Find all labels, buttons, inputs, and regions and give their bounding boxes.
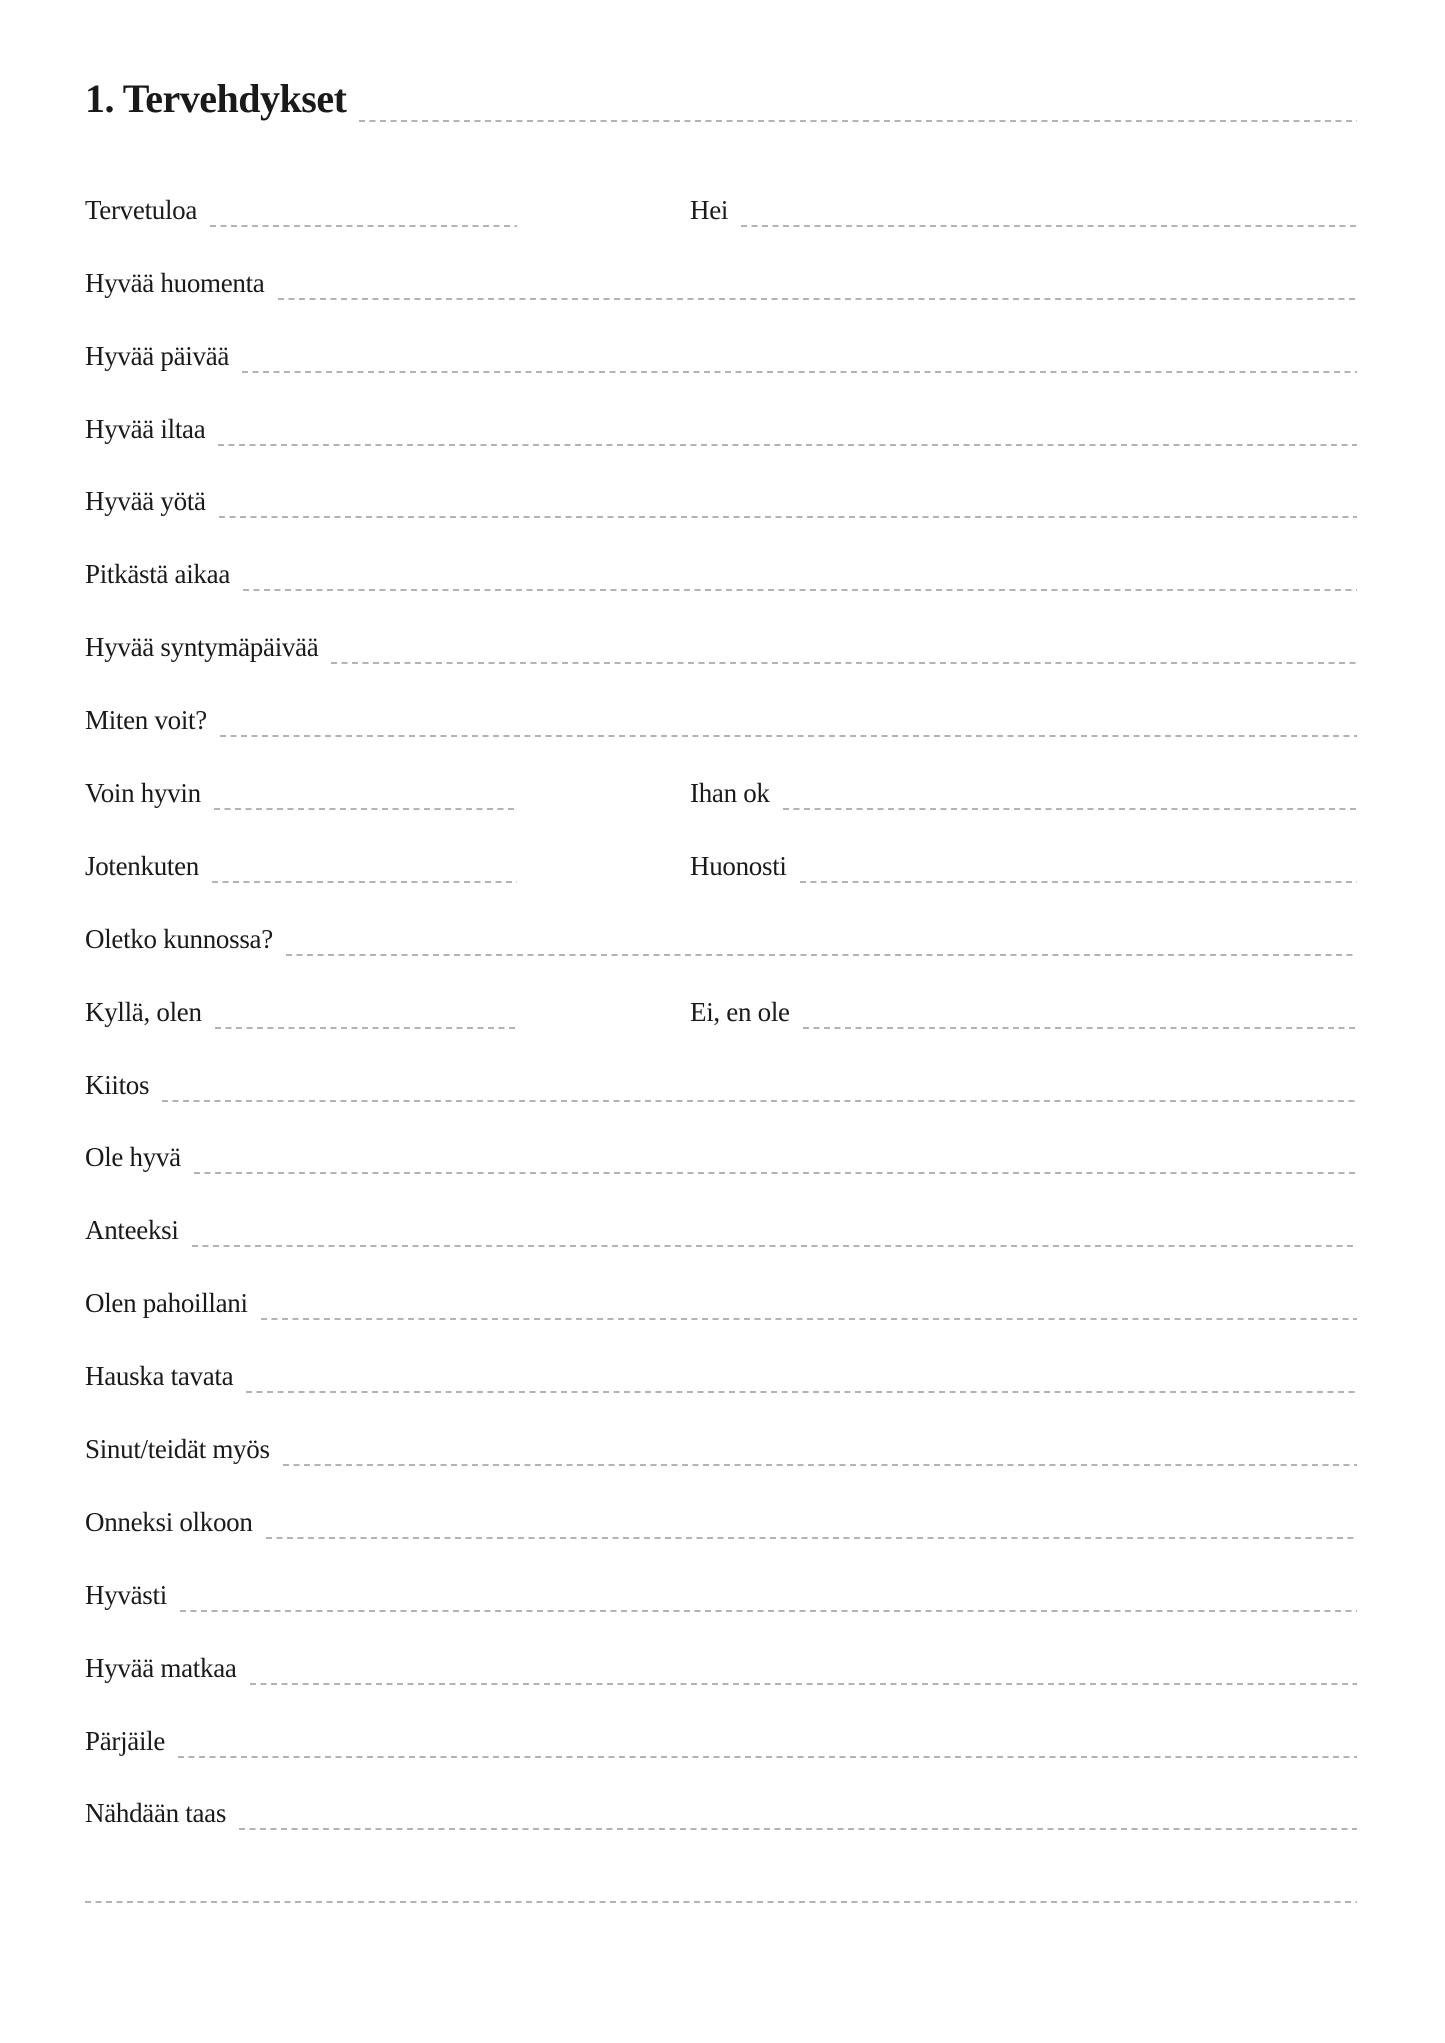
phrase-row <box>85 1029 1357 1102</box>
phrase-label: Tervetuloa <box>85 194 198 225</box>
phrase-row <box>85 1466 1357 1539</box>
phrase-label: Huonosti <box>690 850 787 881</box>
answer-line <box>194 1172 1357 1174</box>
phrase-row <box>85 300 1357 373</box>
phrase-label: Pitkästä aikaa <box>85 559 230 590</box>
phrase-row <box>85 1393 1357 1466</box>
answer-line <box>286 954 1357 956</box>
answer-line <box>800 881 1357 883</box>
phrase-cell-right <box>690 780 1357 810</box>
blank-answer-row <box>85 1830 1357 1903</box>
phrase-label: Ole hyvä <box>85 1142 181 1173</box>
phrase-row <box>85 1247 1357 1320</box>
answer-line <box>162 1100 1357 1102</box>
phrase-label: Miten voit? <box>85 705 207 736</box>
phrase-label: Pärjäile <box>85 1725 166 1756</box>
phrase-label: Hyvää huomenta <box>85 267 265 298</box>
phrase-row <box>85 591 1357 664</box>
phrase-row <box>85 154 1357 227</box>
phrase-row <box>85 1102 1357 1175</box>
answer-line <box>178 1756 1357 1758</box>
phrase-label: Hauska tavata <box>85 1361 234 1392</box>
answer-line <box>212 881 517 883</box>
phrase-label: Kiitos <box>85 1069 150 1100</box>
phrase-row <box>85 810 1357 883</box>
phrase-label: Hyvästi <box>85 1579 167 1610</box>
answer-line <box>250 1683 1357 1685</box>
phrase-cell-right <box>690 194 1357 227</box>
section-title: 1. Tervehdykset <box>85 76 347 121</box>
phrase-cell-left <box>85 996 517 1029</box>
phrase-label: Hyvää yötä <box>85 486 206 517</box>
answer-line <box>783 808 1357 810</box>
phrase-label: Hyvää päivää <box>85 340 230 371</box>
answer-line <box>246 1391 1357 1393</box>
phrase-cell-right <box>690 850 1357 883</box>
answer-line <box>803 1027 1357 1029</box>
phrase-cell-left <box>85 780 517 810</box>
answer-line <box>278 298 1358 300</box>
answer-line <box>266 1537 1357 1539</box>
answer-line <box>331 662 1357 664</box>
phrase-row <box>85 373 1357 446</box>
phrase-label: Hyvää syntymäpäivää <box>85 632 319 663</box>
answer-line <box>180 1610 1357 1612</box>
phrase-cell-left <box>85 194 517 227</box>
phrase-row <box>85 1174 1357 1247</box>
title-row <box>85 68 1357 122</box>
phrase-row <box>85 1758 1357 1831</box>
phrase-label: Hei <box>690 194 729 225</box>
phrase-label: Nähdään taas <box>85 1798 227 1829</box>
phrase-list <box>85 154 1357 1903</box>
answer-line <box>192 1245 1357 1247</box>
phrase-label: Hyvää matkaa <box>85 1652 237 1683</box>
phrase-label: Sinut/teidät myös <box>85 1434 270 1465</box>
phrase-label: Kyllä, olen <box>85 996 202 1027</box>
phrase-cell-left <box>85 850 517 883</box>
answer-line <box>214 808 517 810</box>
phrase-label: Jotenkuten <box>85 850 199 881</box>
phrase-row <box>85 1320 1357 1393</box>
answer-line <box>85 1901 1357 1903</box>
phrase-label: Ihan ok <box>690 778 770 809</box>
answer-line <box>210 225 517 227</box>
answer-line <box>283 1464 1357 1466</box>
answer-line <box>219 516 1357 518</box>
answer-line <box>741 225 1357 227</box>
title-answer-line <box>359 120 1357 122</box>
phrase-row <box>85 1612 1357 1685</box>
phrase-label: Oletko kunnossa? <box>85 923 273 954</box>
phrase-label: Voin hyvin <box>85 778 201 809</box>
phrase-row <box>85 664 1357 737</box>
answer-line <box>261 1318 1357 1320</box>
phrase-label: Ei, en ole <box>690 996 790 1027</box>
phrase-row <box>85 1685 1357 1758</box>
answer-line <box>218 444 1357 446</box>
phrase-row <box>85 1539 1357 1612</box>
answer-line <box>215 1027 517 1029</box>
phrase-label: Onneksi olkoon <box>85 1506 253 1537</box>
phrase-cell-right <box>690 996 1357 1029</box>
answer-line <box>220 735 1357 737</box>
phrase-row <box>85 883 1357 956</box>
phrase-label: Hyvää iltaa <box>85 413 206 444</box>
phrase-row <box>85 446 1357 519</box>
answer-line <box>239 1828 1357 1830</box>
page-content <box>85 0 1357 1903</box>
phrase-row <box>85 518 1357 591</box>
phrase-label: Anteeksi <box>85 1215 179 1246</box>
phrase-row <box>85 227 1357 300</box>
answer-line <box>242 371 1357 373</box>
answer-line <box>243 589 1357 591</box>
phrase-label: Olen pahoillani <box>85 1288 248 1319</box>
phrase-row <box>85 737 1357 810</box>
phrase-row <box>85 956 1357 1029</box>
